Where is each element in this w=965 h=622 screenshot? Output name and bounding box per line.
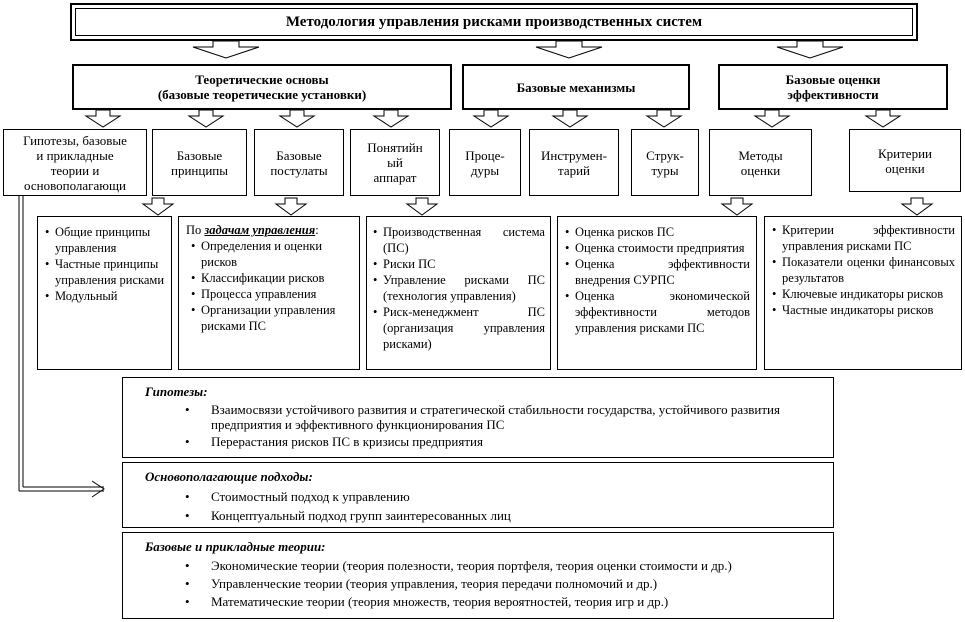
down-arrow-icon bbox=[553, 110, 587, 127]
title-box bbox=[70, 3, 918, 41]
down-arrow-icon bbox=[407, 198, 437, 215]
criteria-detail-box bbox=[764, 216, 962, 370]
list-item: • Производственная система (ПС) bbox=[372, 224, 545, 256]
list-item: • Экономические теории (теория полезности, теория портфеля, теория оценки стоимости и др.) bbox=[185, 558, 823, 573]
list-item: • Риски ПС bbox=[372, 256, 545, 272]
base-mechanisms-box: Базовые механизмы bbox=[462, 64, 690, 110]
down-arrow-icon bbox=[280, 110, 314, 127]
theories-box bbox=[122, 532, 834, 619]
list-item: • Математические теории (теория множеств, теория вероятностей, теория игр и др.) bbox=[185, 594, 823, 609]
methods-detail-box bbox=[557, 216, 757, 370]
list-item: • Управление рисками ПС (технология управления) bbox=[372, 272, 545, 304]
principles-detail-box bbox=[37, 216, 172, 370]
list-item: • Процесса управления bbox=[190, 286, 352, 302]
down-arrow-icon bbox=[193, 41, 259, 58]
list-item: • Частные принципы управления рисками bbox=[44, 256, 165, 288]
postulates-detail-box bbox=[178, 216, 360, 370]
list-item: • Риск-менеджмент ПС (организация управления рисками) bbox=[372, 304, 545, 352]
list-item: • Критерии эффективности управления рисками ПС bbox=[771, 222, 955, 254]
down-arrow-icon bbox=[722, 198, 752, 215]
list-item: • Концептуальный подход групп заинтересованных лиц bbox=[185, 508, 823, 523]
list-item: • Модульный bbox=[44, 288, 165, 304]
list-item: • Оценка рисков ПС bbox=[564, 224, 750, 240]
list-item: • Ключевые индикаторы рисков bbox=[771, 286, 955, 302]
list-item: • Перерастания рисков ПС в кризисы предприятия bbox=[185, 434, 823, 449]
assessment-methods-box: Методы оценки bbox=[709, 129, 812, 196]
down-arrow-icon bbox=[86, 110, 120, 127]
list-item: • Определения и оценки рисков bbox=[190, 238, 352, 270]
base-principles-box: Базовые принципы bbox=[152, 129, 247, 196]
concepts-detail-box bbox=[366, 216, 551, 370]
list-item: • Частные индикаторы рисков bbox=[771, 302, 955, 318]
list-item: • Оценка эффективности внедрения СУРПС bbox=[564, 256, 750, 288]
structures-box: Струк- туры bbox=[631, 129, 699, 196]
down-arrow-icon bbox=[755, 110, 789, 127]
down-arrow-icon bbox=[866, 110, 900, 127]
list-item: • Организации управления рисками ПС bbox=[190, 302, 352, 334]
list-item: • Показатели оценки финансовых результатов bbox=[771, 254, 955, 286]
theories-header: Базовые и прикладные теории: bbox=[145, 539, 326, 554]
list-item: • Взаимосвязи устойчивого развития и стратегической стабильности государства, устойчивого развития предприятия и эффективного функционирования ПС bbox=[185, 402, 823, 432]
down-arrow-icon bbox=[374, 110, 408, 127]
approaches-box bbox=[122, 462, 834, 528]
list-item: • Общие принципы управления bbox=[44, 224, 165, 256]
hypotheses-header: Гипотезы: bbox=[145, 384, 208, 399]
base-postulates-box: Базовые постулаты bbox=[254, 129, 344, 196]
hypotheses-theories-box: Гипотезы, базовые и прикладные теории и основополагающи bbox=[3, 129, 147, 196]
hypotheses-box bbox=[122, 377, 834, 458]
down-arrow-icon bbox=[143, 198, 173, 215]
down-arrow-icon bbox=[474, 110, 508, 127]
list-item: • Управленческие теории (теория управления, теория передачи полномочий и др.) bbox=[185, 576, 823, 591]
list-item: • Оценка экономической эффективности методов управления рисками ПС bbox=[564, 288, 750, 336]
down-arrow-icon bbox=[647, 110, 681, 127]
list-item: • Оценка стоимости предприятия bbox=[564, 240, 750, 256]
page-title: Методология управления рисками производственных систем bbox=[75, 8, 913, 36]
assessment-criteria-box: Критерии оценки bbox=[849, 129, 961, 192]
postulates-heading: По задачам управления: bbox=[186, 223, 319, 237]
down-arrow-icon bbox=[276, 198, 306, 215]
efficiency-assessments-box: Базовые оценки эффективности bbox=[718, 64, 948, 110]
list-item: • Стоимостный подход к управлению bbox=[185, 489, 823, 504]
list-item: • Классификации рисков bbox=[190, 270, 352, 286]
down-arrow-icon bbox=[189, 110, 223, 127]
conceptual-apparatus-box: Понятийн ый аппарат bbox=[350, 129, 440, 196]
procedures-box: Проце- дуры bbox=[449, 129, 521, 196]
approaches-header: Основополагающие подходы: bbox=[145, 469, 313, 484]
toolkit-box: Инструмен- тарий bbox=[529, 129, 619, 196]
down-arrow-icon bbox=[536, 41, 602, 58]
theoretical-foundations-box: Теоретические основы (базовые теоретические установки) bbox=[72, 64, 452, 110]
down-arrow-icon bbox=[902, 198, 932, 215]
down-arrow-icon bbox=[777, 41, 843, 58]
